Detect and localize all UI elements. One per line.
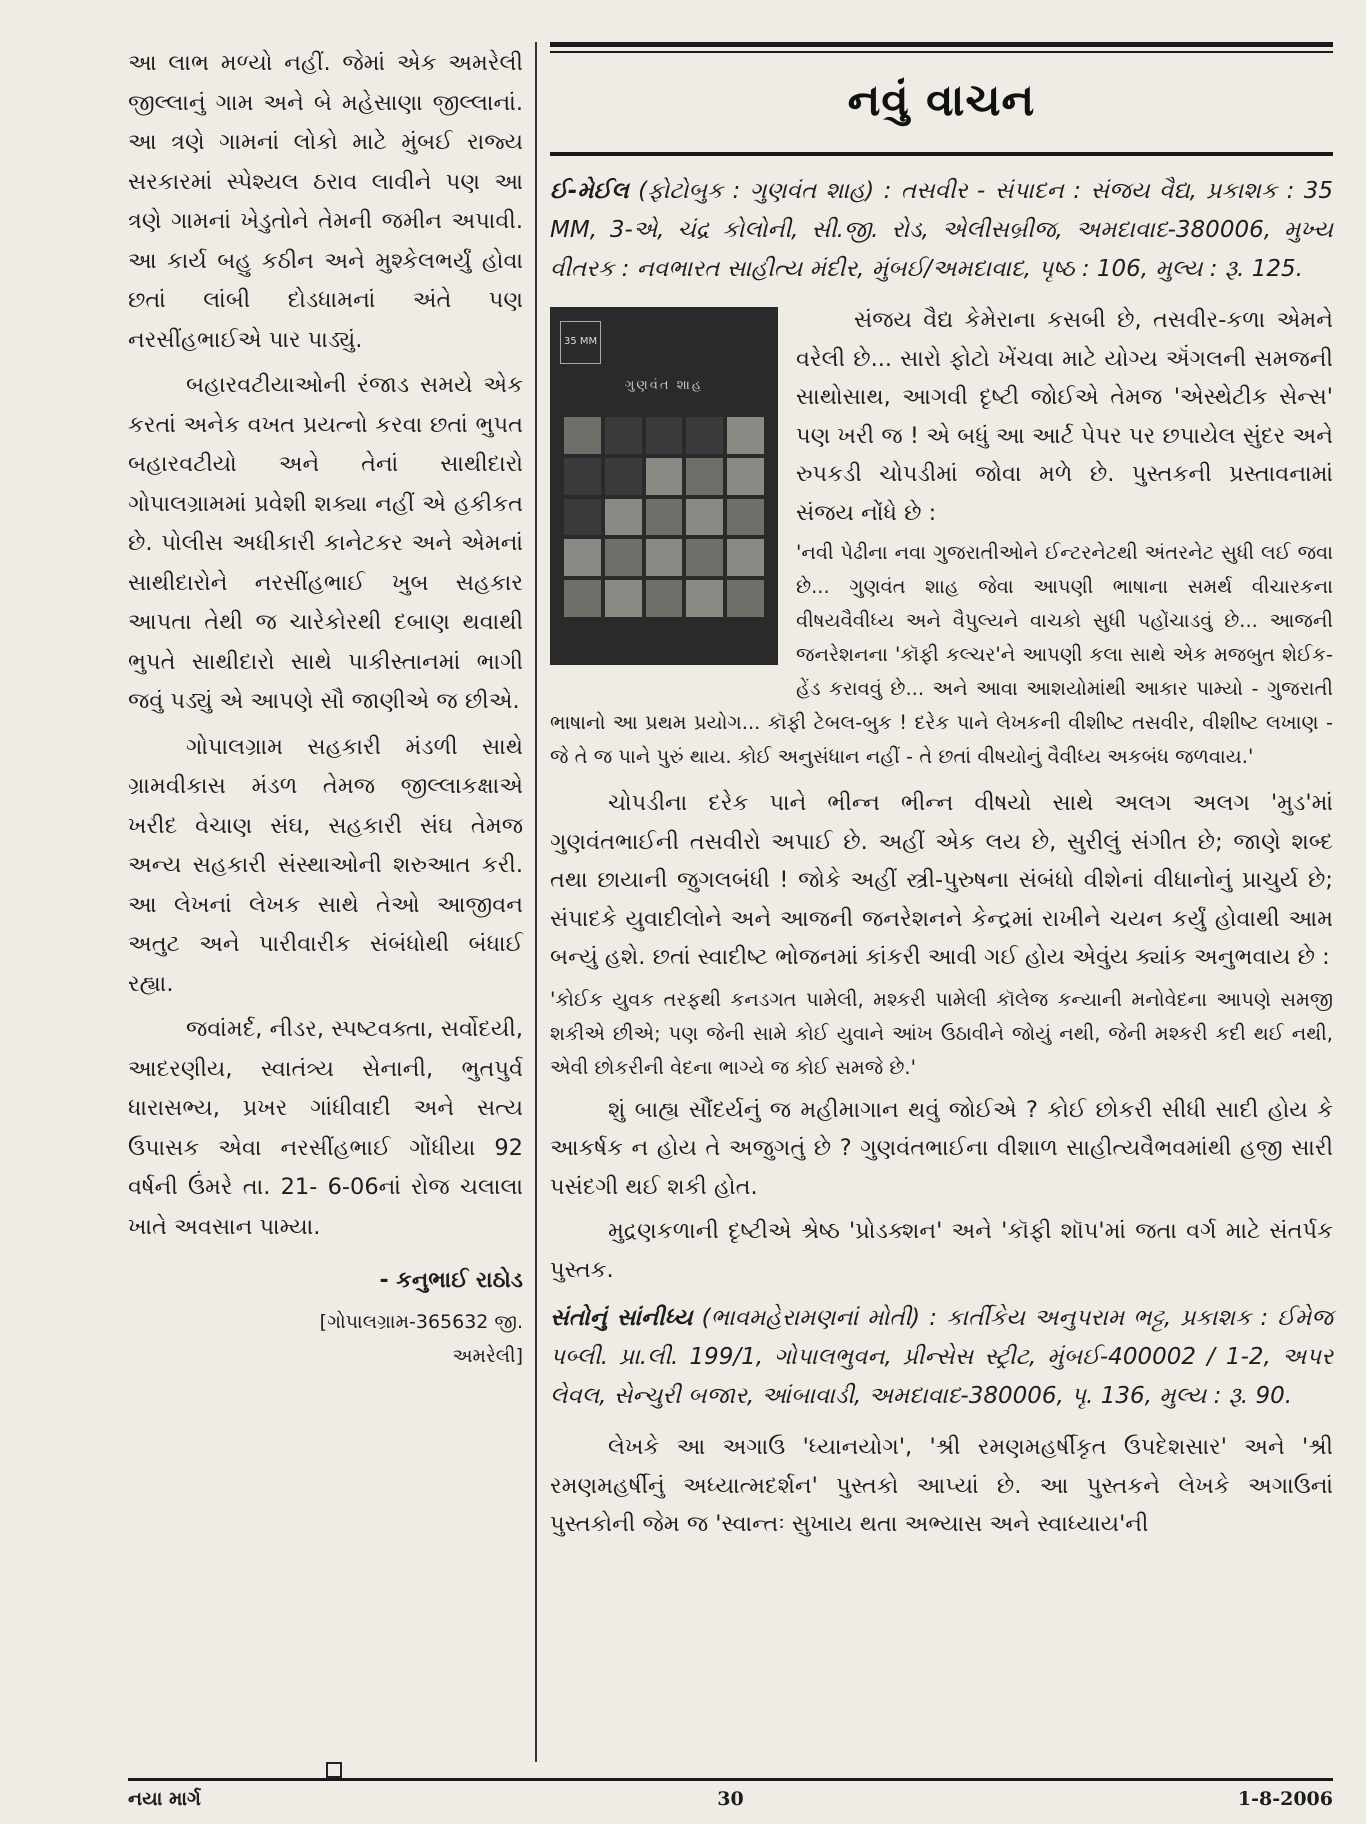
author-address-line1: [ગોપાલગ્રામ-365632 જી.: [319, 1310, 523, 1333]
section-title: નવું વાચન: [847, 75, 1036, 126]
footer-date: 1-8-2006: [1237, 1788, 1333, 1810]
book1-paragraph-3: શું બાહ્ય સૌંદર્યનું જ મહીમાગાન થવું જોઈએ ? કોઈ છોકરી સીધી સાદી હોય કે આકર્ષક ન હોય તે અજુગતું છે ? ગુણવંતભાઈના વીશાળ સાહીત્યવૈભવમાંથી હજી સારી પસંદગી થઈ શકી હોત.: [550, 1096, 1333, 1200]
book1-review: [550, 301, 1333, 1289]
left-paragraph-2: બહારવટીયાઓની રંજાડ સમયે એક કરતાં અનેક વખત પ્રયત્નો કરવા છતાં ભુપત બહારવટીયો અને તેનાં સાથીદારો ગોપાલગ્રામમાં પ્રવેશી શક્યા નહીં એ હકીકત છે. પોલીસ અધીકારી કાનેટકર અને એમનાં સાથીદારોને નરસીંહભાઈ ખુબ સહકાર આપતા તેથી જ ચારેકોરથી દબાણ થવાથી ભુપતે સાથીદારો સાથે પાકીસ્તાનમાં ભાગી જવું પડ્યું એ આપણે સૌ જાણીએ જ છીએ.: [128, 372, 523, 714]
book1-quote-1: 'નવી પેઢીના નવા ગુજરાતીઓને ઈન્ટરનેટથી અંતરનેટ સુધી લઈ જવા છે... ગુણવંત શાહ જેવા આપણી ભાષાના સમર્થ વીચારકના વીષયવૈવીધ્ય અને વૈપુલ્યને વાચકો સુધી પહોંચાડવું છે... આજની જનરેશનના 'કૉફી કલ્ચર'ને આપણી કલા સાથે એક મજબુત શેઈક-હેંડ કરાવવું છે... અને આવા આશયોમાંથી આકાર પામ્યો - ગુજરાતી ભાષાનો આ પ્રથમ પ્રયોગ... કૉફી ટેબલ-બુક ! દરેક પાને લેખકની વીશીષ્ટ તસવીર, વીશીષ્ટ લખાણ - જે તે જ પાને પુરું થાય. કોઈ અનુસંધાન નહીં - તે છતાં વીષયોનું વૈવીધ્ય અકબંધ જળવાય.': [550, 541, 1333, 768]
left-paragraph-3: ગોપાલગ્રામ સહકારી મંડળી સાથે ગ્રામવીકાસ મંડળ તેમજ જીલ્લાકક્ષાએ ખરીદ વેચાણ સંઘ, સહકારી સંઘ તેમજ અન્ય સહકારી સંસ્થાઓની શરુઆત કરી. આ લેખનાં લેખક સાથે તેઓ આજીવન અતુટ અને પારીવારીક સંબંધોથી બંધાઈ રહ્યા.: [128, 733, 523, 997]
article-end-mark: [326, 1762, 342, 1778]
cover-photo-grid: [564, 417, 764, 617]
column-divider: [535, 42, 537, 1762]
book1-meta: [550, 172, 1333, 289]
header-rule-bottom: [550, 152, 1333, 156]
book1-paragraph-4: મુદ્રણકળાની દૃષ્ટીએ શ્રેષ્ઠ 'પ્રોડક્શન' અને 'કૉફી શૉપ'માં જતા વર્ગ માટે સંતર્પક પુસ્તક.: [550, 1218, 1333, 1283]
footer-rule: [128, 1778, 1333, 1781]
author-address-line2: અમરેલી]: [452, 1344, 523, 1367]
book-cover-image: [550, 307, 778, 665]
book2-meta: [550, 1299, 1333, 1416]
footer-page-number: 30: [717, 1788, 744, 1810]
cover-author-title: ગુણવંત શાહ: [624, 378, 704, 393]
book1-details: (ફોટોબુક : ગુણવંત શાહ) : તસવીર - સંપાદન : સંજય વૈદ્ય, પ્રકાશક : 35 MM, 3-એ, ચંદ્ર કોલોની, સી.જી. રોડ, એલીસબ્રીજ, અમદાવાદ-380006, મુખ્ય વીતરક : નવભારત સાહીત્ય મંદીર, મુંબઈ/અમદાવાદ, પૃષ્ઠ : 106, મુલ્ય : રૂ. 125.: [550, 178, 1333, 282]
cover-publisher-label: 35 MM: [560, 321, 601, 364]
left-column: [128, 44, 523, 1373]
left-paragraph-1: આ લાભ મળ્યો નહીં. જેમાં એક અમરેલી જીલ્લાનું ગામ અને બે મહેસાણા જીલ્લાનાં. આ ત્રણે ગામનાં લોકો માટે મુંબઈ રાજ્ય સરકારમાં સ્પેશ્યલ ઠરાવ લાવીને પણ આ ત્રણે ગામનાં ખેડુતોને તેમની જમીન અપાવી. આ કાર્ય બહુ કઠીન અને મુશ્કેલભર્યું હોવા છતાં લાંબી દોડધામનાં અંતે પણ નરસીંહભાઈએ પાર પાડ્યું.: [128, 50, 523, 353]
book1-paragraph-2: ચોપડીના દરેક પાને ભીન્ન ભીન્ન વીષયો સાથે અલગ અલગ 'મુડ'માં ગુણવંતભાઈની તસવીરો અપાઈ છે. અહીં એક લય છે, સુરીલું સંગીત છે; જાણે શબ્દ તથા છાયાની જુગલબંધી ! જોકે અહીં સ્ત્રી-પુરુષના સંબંધો વીશેનાં વીધાનોનું પ્રાચુર્ય છે; સંપાદકે યુવાદીલોને અને આજની જનરેશનને કેન્દ્રમાં રાખીને ચયન કર્યું હોવાથી આમ બન્યું હશે. છતાં સ્વાદીષ્ટ ભોજનમાં કાંકરી આવી ગઈ હોય એવુંય ક્યાંક અનુભવાય છે :: [550, 790, 1333, 970]
book2-title: સંતોનું સાંનીધ્ય: [550, 1305, 693, 1331]
book2-paragraph-1: લેખકે આ અગાઉ 'ધ્યાનયોગ', 'શ્રી રમણમહર્ષીકૃત ઉપદેશસાર' અને 'શ્રી રમણમહર્ષીનું અધ્યાત્મદર્શન' પુસ્તકો આપ્યાં છે. આ પુસ્તકને લેખકે અગાઉનાં પુસ્તકોની જેમ જ 'સ્વાન્તઃ સુખાય થતા અભ્યાસ અને સ્વાધ્યાય'ની: [550, 1434, 1333, 1537]
page-footer: [128, 1788, 1333, 1818]
book2-review: [550, 1428, 1333, 1544]
book1-intro: સંજય વૈદ્ય કેમેરાના કસબી છે, તસવીર-કળા એમને વરેલી છે... સારો ફોટો ખેંચવા માટે યોગ્ય ઍંગલની સમજની સાથોસાથ, આગવી દૃષ્ટી જોઈએ તેમજ 'એસ્થેટીક સેન્સ' પણ ખરી જ ! એ બધું આ આર્ટ પેપર પર છપાયેલ સુંદર અને રુપકડી ચોપડીમાં જોવા મળે છે. પુસ્તકની પ્રસ્તાવનામાં સંજય નોંધે છે :: [796, 307, 1333, 526]
author-signature: - કનુભાઈ રાઠોડ: [379, 1268, 523, 1293]
left-paragraph-4: જવાંમર્દ, નીડર, સ્પષ્ટવક્તા, સર્વોદયી, આદરણીય, સ્વાતંત્ર્ય સેનાની, ભુતપુર્વ ધારાસભ્ય, પ્રખર ગાંધીવાદી અને સત્ય ઉપાસક એવા નરસીંહભાઈ ગોંધીયા 92 વર્ષની ઉંમરે તા. 21- 6-06નાં રોજ ચલાલા ખાતે અવસાન પામ્યા.: [128, 1016, 523, 1240]
book1-title: ઈ-મેઈલ: [550, 178, 629, 204]
book1-intro-block: [550, 301, 1333, 774]
footer-magazine-name: નયા માર્ગ: [128, 1788, 201, 1810]
book2-details: (ભાવમહેરામણનાં મોતી) : કાર્તીકેય અનુપરામ ભટ્ટ, પ્રકાશક : ઈમેજ પબ્લી. પ્રા.લી. 199/1, ગોપાલભુવન, પ્રીન્સેસ સ્ટ્રીટ, મુંબઈ-400002 / 1-2, અપર લેવલ, સેન્ચુરી બજાર, આંબાવાડી, અમદાવાદ-380006, પૃ. 136, મુલ્ય : રૂ. 90.: [550, 1305, 1333, 1409]
book1-quote-2: 'કોઈક યુવક તરફથી કનડગત પામેલી, મશ્કરી પામેલી કૉલેજ કન્યાની મનોવેદના આપણે સમજી શકીએ છીએ; પણ જેની સામે કોઈ યુવાને આંખ ઉઠાવીને જોયું નથી, જેની મશ્કરી કદી થઈ નથી, એવી છોકરીની વેદના ભાગ્યે જ કોઈ સમજે છે.': [550, 987, 1333, 1079]
right-column: [550, 40, 1333, 1550]
header-rule-top: [550, 42, 1333, 47]
